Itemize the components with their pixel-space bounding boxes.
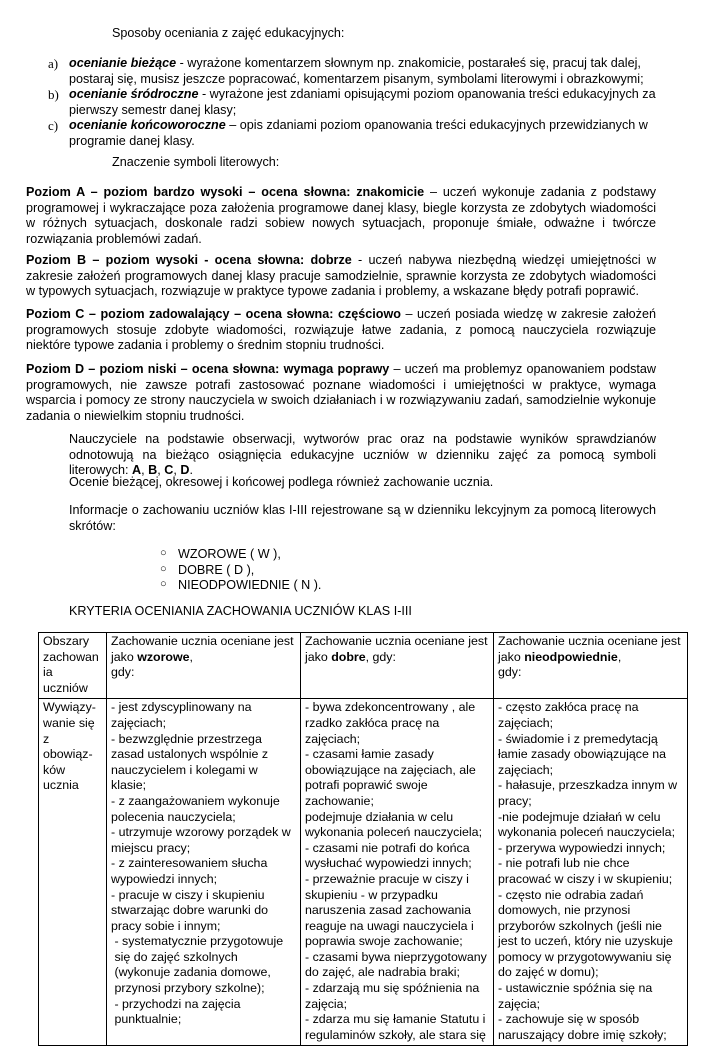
cell-good: [301, 699, 494, 1046]
grade-item-nieodpowiednie: [160, 578, 321, 594]
item-line: ocenianie bieżące - wyrażone komentarzem słownym np. znakomicie, postarałeś się, pracuj tak dalej,: [69, 56, 641, 70]
cell-line: zajęciach;: [305, 731, 361, 746]
cell-line: miejscu pracy;: [111, 840, 191, 855]
behavior-paragraph: Ocenie bieżącej, okresowej i końcowej podlega również zachowanie ucznia.: [69, 475, 494, 489]
cell-line: zajęciach;: [498, 762, 554, 777]
level-a-text: – uczeń wykonuje zadania z podstawy programowej i wykraczające poza założenia programowe danej klasy, biegle korzysta ze zdobytych wiadomości w różnych sytuacjach, doskonale radzi sobiew nowych sytuacjach, proponuje śmiałe, odważne i twórcze rozwiązania problemówi zadań.: [26, 185, 656, 246]
cell-line: - zachowuje się w sposób: [498, 1012, 640, 1027]
teachers-paragraph: Nauczyciele na podstawie obserwacji, wytworów prac oraz na podstawie wyników sprawdzianów odnotowują na bieżąco osiągnięcia edukacyjne uczniów w dzienniku zajęć za pomocą symboli literowych: A, B, C, D.: [69, 432, 656, 478]
symbol-d: D: [180, 463, 190, 478]
cell-line: wypowiedzi innych;: [111, 871, 218, 886]
level-c-heading: Poziom C – poziom zadowalający – ocena słowna: częściowo: [26, 307, 401, 321]
cell-line: - świadomie i z premedytacją: [498, 731, 658, 746]
cell-line: - zdarza mu się łamanie Statutu i: [305, 1012, 486, 1027]
cell-line: Zachowanie ucznia oceniane jest: [498, 634, 681, 648]
cell-line: zachowan: [43, 649, 99, 664]
bullet-circle-icon: ○: [160, 547, 167, 559]
header-cell-inappropriate: [494, 633, 688, 699]
cell-line: do zajęć, ale nadrabia braki;: [305, 965, 460, 980]
cell-line: gdy:: [498, 665, 522, 680]
cell-line: reaguje na uwagi nauczyciela i: [305, 918, 474, 933]
cell-line: - czasami bywa nieprzygotowany: [305, 949, 487, 964]
cell-line: jako wzorowe,: [111, 649, 193, 664]
item-line: postaraj się, musisz jeszcze popracować, komentarzem pisanym, symbolami literowymi i obrazkowymi;: [69, 71, 644, 86]
cell-line: skupieniu - w przypadku: [305, 887, 438, 902]
cell-line: - z zaangażowaniem wykonuje: [111, 793, 280, 808]
cell-line: Zachowanie ucznia oceniane jest: [111, 634, 294, 648]
item-line: programie danej klasy.: [69, 133, 195, 148]
cell-line: łamie zasady obowiązujące na: [498, 747, 667, 762]
level-b-paragraph: [26, 253, 656, 300]
cell-line: -nie podejmuje działań w celu: [498, 809, 661, 824]
cell-line: - z zainteresowaniem słucha: [111, 856, 268, 871]
cell-line: uczniów: [43, 680, 88, 695]
item-term: ocenianie bieżące: [69, 56, 177, 70]
level-d-paragraph: [26, 362, 656, 424]
cell-inappropriate: [494, 699, 688, 1046]
item-term: ocenianie końcoworoczne: [69, 118, 226, 133]
cell-line: ucznia: [43, 778, 79, 793]
cell-line: - pracuje w ciszy i skupieniu: [111, 887, 265, 902]
cell-line: pracować w ciszy i w skupieniu;: [498, 871, 673, 886]
cell-line: potrafi poprawić swoje: [305, 778, 428, 793]
cell-line: - często zakłóca pracę na: [498, 700, 639, 715]
cell-line: punktualnie;: [111, 1012, 182, 1027]
cell-line: - przychodzi na zajęcia: [111, 996, 241, 1011]
level-b-heading: Poziom B – poziom wysoki - ocena słowna: dobrze: [26, 253, 352, 267]
cell-exemplary: [107, 699, 301, 1046]
cell-line: gdy:: [111, 665, 135, 680]
cell-line: - bywa zdekoncentrowany , ale: [305, 700, 476, 715]
cell-line: - zdarzają mu się spóźnienia na: [305, 981, 480, 996]
cell-line: zachowanie;: [305, 793, 374, 808]
assessment-type-item: [40, 87, 680, 118]
emphasis: dobre: [331, 649, 366, 664]
cell-line: klasie;: [111, 778, 147, 793]
cell-line: - utrzymuje wzorowy porządek w: [111, 825, 291, 840]
cell-line: z: [43, 731, 50, 746]
bullet-circle-icon: ○: [160, 562, 167, 575]
cell-line: zajęciach;: [498, 715, 554, 730]
emphasis: wzorowe: [137, 649, 190, 664]
cell-line: nauczycielem i kolegami w: [111, 762, 258, 777]
cell-line: naruszający dobre imię szkoły;: [498, 1027, 667, 1042]
level-c-text: – uczeń posiada wiedzę w zakresie założeń programowych stosuje zdobyte wiadomości, rozwiązuje łatwe zadania, z pomocą nauczyciela rozwiązuje niektóre typowe zadania i problemy o średnim stopniu trudności.: [26, 307, 656, 353]
assessment-types-list: [40, 56, 680, 150]
level-d-text: – uczeń ma problemyz opanowaniem podstaw programowych, nie zawsze potrafi zastosować poznane wiadomości i umiejętności w praktyce, wymaga wsparcia i pomocy ze strony nauczyciela w swoich działaniach i w rozwiązywaniu zadań, samodzielnie wykonuje zadania o niewielkim stopniu trudności.: [26, 362, 657, 423]
cell-line: jako dobre, gdy:: [305, 649, 396, 664]
cell-line: - ustawicznie spóźnia się na: [498, 981, 653, 996]
assessment-type-item: [40, 118, 680, 149]
cell-line: Obszary: [43, 634, 90, 648]
cell-line: - jest zdyscyplinowany na: [111, 700, 252, 715]
cell-line: zajęcia;: [305, 996, 348, 1011]
cell-line: - przerywa wypowiedzi innych;: [498, 840, 666, 855]
teachers-text: Nauczyciele na podstawie obserwacji, wytworów prac oraz na podstawie wyników sprawdzianów odnotowują na bieżąco osiągnięcia edukacyjne uczniów w dzienniku zajęć za pomocą symboli literowych:: [69, 432, 656, 478]
cell-line: Wywiązy-: [43, 700, 96, 715]
cell-line: - systematycznie przygotowuje: [111, 934, 284, 949]
cell-line: naruszenia zasad zachowania: [305, 903, 472, 918]
cell-line: przyborów szkolnych (jeśli nie: [498, 918, 662, 933]
cell-line: podejmuje działania w celu: [305, 809, 454, 824]
cell-line: zasad ustalonych wspólnie z: [111, 747, 269, 762]
grade-label: NIEODPOWIEDNIE ( N ).: [178, 578, 322, 593]
cell-line: wysłuchać wypowiedzi innych;: [305, 856, 472, 871]
cell-line: pracy;: [498, 793, 532, 808]
cell-line: pracy sobie i innym;: [111, 918, 221, 933]
cell-line: rzadko zakłóca pracę na: [305, 715, 440, 730]
cell-line: ia: [43, 665, 53, 680]
level-d-heading: Poziom D – poziom niski – ocena słowna: wymaga poprawy: [26, 362, 390, 376]
level-b-text: - uczeń nabywa niezbędną wiedzęi umiejętności w zakresie założeń programowych danej klasy pracuje samodzielnie, sprawnie korzysta ze zdobytych wiadomości w typowych sytuacjach, rozwiązuje w praktyce typowe zadania i problemy, a wskazane błędy potrafi poprawić.: [26, 253, 656, 299]
emphasis: nieodpowiednie: [524, 649, 618, 664]
cell-line: obowiązujące na zajęciach, ale: [305, 762, 476, 777]
table-row: [39, 699, 688, 1046]
bullet-circle-icon: ○: [160, 578, 167, 591]
cell-line: zajęciach;: [111, 715, 167, 730]
symbol-a: A: [132, 463, 142, 478]
cell-line: wanie się: [43, 715, 95, 730]
symbol-b: B: [148, 463, 158, 478]
info-paragraph: Informacje o zachowaniu uczniów klas I-III rejestrowane są w dzienniku lekcyjnym za pomocą literowych skrótów:: [69, 503, 656, 533]
symbol-c: C: [164, 463, 174, 478]
cell-line: jako nieodpowiednie,: [498, 649, 622, 664]
header-cell-good: [301, 633, 494, 699]
cell-line: (wykonuje zadania domowe,: [111, 965, 271, 980]
assessment-methods-title: Sposoby oceniania z zajęć edukacyjnych:: [112, 26, 345, 40]
cell-line: - czasami łamie zasady: [305, 747, 434, 762]
cell-line: - często nie odrabia zadań: [498, 887, 644, 902]
level-c-paragraph: [26, 307, 656, 354]
criteria-table: [38, 632, 688, 1046]
cell-line: ków: [43, 762, 66, 777]
cell-line: przynosi przybory szkolne);: [111, 981, 265, 996]
cell-line: - nie potrafi lub nie chce: [498, 856, 630, 871]
header-cell-area: [39, 633, 107, 699]
item-line: ocenianie końcoworoczne – opis zdaniami poziom opanowania treści edukacyjnych przewidzianych w: [69, 118, 648, 133]
level-a-paragraph: [26, 185, 656, 247]
level-a-heading: Poziom A – poziom bardzo wysoki – ocena słowna: znakomicie: [26, 185, 425, 199]
criteria-title: KRYTERIA OCENIANIA ZACHOWANIA UCZNIÓW KLAS I-III: [69, 604, 412, 618]
behavior-grades-list: [160, 547, 321, 594]
cell-line: stwarzając dobre warunki do: [111, 903, 269, 918]
cell-line: domowych, nie przynosi: [498, 903, 631, 918]
cell-line: - bezwzględnie przestrzega: [111, 731, 262, 746]
grade-label: DOBRE ( D ),: [178, 562, 255, 577]
list-marker: b): [48, 87, 59, 103]
cell-line: do zajęć w domu);: [498, 965, 599, 980]
item-line: ocenianie śródroczne - wyrażone jest zdaniami opisującymi poziom opanowania treści edukacyjnych za: [69, 87, 656, 102]
cell-line: wykonania poleceń nauczyciela;: [498, 825, 676, 840]
table-header-row: [39, 633, 688, 699]
cell-area: [39, 699, 107, 1046]
cell-line: zajęcia;: [498, 996, 541, 1011]
assessment-type-item: [40, 56, 680, 87]
cell-line: regulaminów szkoły, ale stara się: [305, 1027, 486, 1042]
cell-line: - czasami nie potrafi do końca: [305, 840, 470, 855]
grade-label: WZOROWE ( W ),: [178, 547, 281, 561]
symbols-title: Znaczenie symboli literowych:: [112, 155, 280, 169]
cell-line: jest to uczeń, który nie uzyskuje: [498, 934, 673, 949]
cell-line: - przeważnie pracuje w ciszy i: [305, 871, 469, 886]
grade-item-dobre: [160, 563, 321, 579]
cell-line: Zachowanie ucznia oceniane jest: [305, 634, 488, 648]
cell-line: pomocy w przygotowywaniu się: [498, 949, 672, 964]
cell-line: się do zajęć szkolnych: [111, 949, 238, 964]
cell-line: poprawia swoje zachowanie;: [305, 934, 463, 949]
header-cell-exemplary: [107, 633, 301, 699]
cell-line: - hałasuje, przeszkadza innym w: [498, 778, 678, 793]
cell-line: obowiąz-: [43, 747, 93, 762]
item-term: ocenianie śródroczne: [69, 87, 199, 102]
grade-item-wzorowe: [160, 547, 321, 563]
cell-line: polecenia nauczyciela;: [111, 809, 236, 824]
cell-line: wykonania poleceń nauczyciela;: [305, 825, 483, 840]
item-line: pierwszy semestr danej klasy;: [69, 102, 237, 117]
list-marker: a): [48, 56, 59, 71]
list-marker: c): [48, 118, 59, 134]
